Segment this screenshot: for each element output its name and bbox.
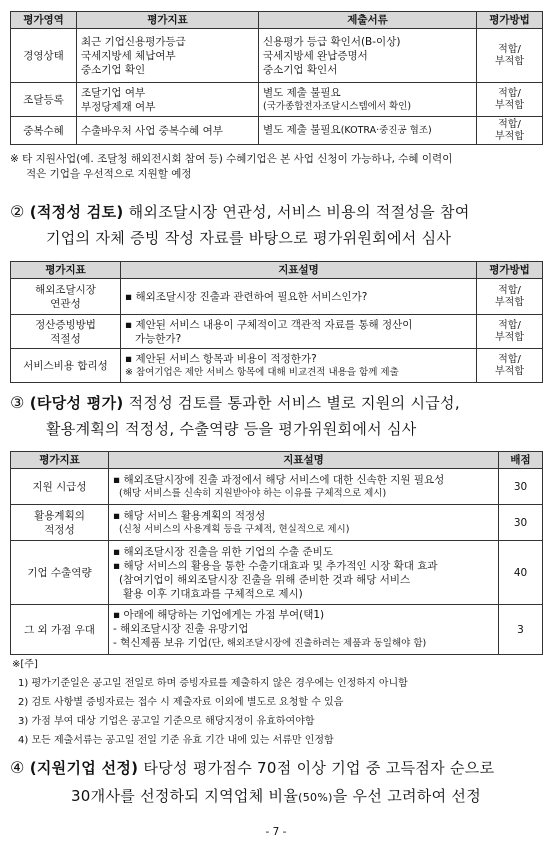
desc-line: ▪ 아래에 해당하는 기업에게는 가점 부여(택1)	[113, 609, 325, 621]
table-row	[11, 117, 543, 145]
table-row	[11, 505, 543, 541]
indicator-cell: 서비스비용 합리성	[11, 349, 121, 383]
score-cell: 30	[499, 469, 543, 505]
desc-line: 가능한가?	[135, 332, 182, 345]
desc-sub: 활용 이후 기대효과를 구체적으로 제시)	[123, 587, 303, 600]
table-row	[11, 349, 543, 383]
method-cell	[477, 279, 543, 315]
indicator-cell	[11, 505, 109, 541]
indicator-line: 부정당제재 여부	[81, 100, 156, 113]
method-cell	[477, 315, 543, 349]
section-2-heading	[10, 199, 542, 251]
section-text: 기업의 자체 증빙 작성 자료를 바탕으로 평가위원회에서 심사	[46, 229, 452, 247]
validity-table	[10, 451, 543, 655]
desc-line: ▪ 해외조달시장 진출을 위한 기업의 수출 준비도	[113, 545, 333, 558]
method-line: 적합/	[498, 87, 521, 99]
table-header-row	[11, 262, 543, 279]
method-cell	[477, 83, 543, 117]
column-header: 지표설명	[121, 262, 477, 279]
indicator-cell: 그 외 가점 우대	[11, 605, 109, 655]
method-cell	[477, 29, 543, 83]
desc-sub: (해당 서비스를 신속히 지원받아야 하는 이유를 구체적으로 제시)	[119, 487, 387, 499]
desc-sub: (단, 해외조달시장에 진출하려는 제품과 동일해야 함)	[207, 638, 427, 649]
desc-sub: (신청 서비스의 사용계획 등을 구체적, 현실적으로 제시)	[119, 523, 350, 535]
desc-cell	[109, 541, 499, 605]
column-header: 평가지표	[11, 262, 121, 279]
footnote-item: 3) 가점 부여 대상 기업은 공고일 기준으로 해당지정이 유효하여야함	[18, 716, 315, 727]
section-4-heading	[10, 754, 542, 812]
indicator-line: 조달기업 여부	[81, 86, 146, 99]
footnote-item: 2) 검토 사항별 증빙자료는 접수 시 제출자료 이외에 별도로 요청할 수 있음	[18, 697, 344, 708]
indicator-line: 적절성	[50, 332, 81, 345]
desc-cell: ▪ 해외조달시장 진출과 관련하여 필요한 서비스인가?	[121, 279, 477, 315]
indicator-cell	[11, 315, 121, 349]
desc-line: ▪ 해당 서비스 활용계획의 적정성	[113, 509, 266, 522]
column-header: 배점	[499, 452, 543, 469]
section-number: ②	[10, 202, 25, 221]
table1-note	[10, 152, 542, 182]
section-text: 을 우선 고려하여 선정	[332, 787, 482, 805]
score-cell: 3	[499, 605, 543, 655]
desc-text: - 혁신제품 보유 기업	[113, 637, 208, 649]
indicator-line: 해외조달시장	[35, 283, 96, 296]
method-line: 부적합	[495, 99, 524, 111]
desc-sub: (참여기업이 해외조달시장 진출을 위해 준비한 것과 해당 서비스	[119, 573, 411, 586]
section-title: (적정성 검토)	[29, 203, 124, 221]
method-line: 적합/	[498, 43, 521, 55]
area-cell: 경영상태	[11, 29, 77, 83]
column-header: 제출서류	[259, 12, 477, 29]
desc-note: ※ 참여기업은 제안 서비스 항목에 대해 비교견적 내용을 함께 제출	[125, 366, 399, 378]
desc-cell	[109, 605, 499, 655]
column-header: 평가지표	[11, 452, 109, 469]
method-line: 적합/	[498, 118, 521, 130]
doc-subline: (KOTRA·중진공 협조)	[340, 125, 432, 136]
section-title: (지원기업 선정)	[29, 759, 139, 777]
desc-line: - 해외조달시장 진출 유망기업	[113, 623, 249, 635]
desc-line: ▪ 제안된 서비스 항목과 비용이 적정한가?	[125, 352, 317, 365]
footnote-item: 4) 모든 제출서류는 공고일 전일 기준 유효 기간 내에 있는 서류만 인정함	[18, 735, 334, 746]
method-line: 부적합	[495, 55, 524, 67]
section-text: 30개사를 선정하되 지역업체 비율	[70, 787, 299, 805]
table-header-row	[11, 452, 543, 469]
doc-line: 신용평가 등급 확인서(B-이상)	[263, 35, 401, 48]
area-cell: 조달등록	[11, 83, 77, 117]
section-number: ④	[10, 758, 25, 777]
indicator-cell: 수출바우처 사업 중복수혜 여부	[77, 117, 259, 145]
method-line: 부적합	[495, 296, 524, 308]
section-number: ③	[10, 393, 25, 412]
eligibility-table	[10, 11, 543, 145]
section-text: 적정성 검토를 통과한 서비스 별로 지원의 시급성,	[128, 394, 460, 412]
indicator-line: 정산증빙방법	[35, 318, 96, 331]
method-line: 적합/	[498, 284, 521, 296]
footnote-item: 1) 평가기준일은 공고일 전일로 하며 증빙자료를 제출하지 않은 경우에는 인정하지 아니함	[18, 678, 408, 689]
table-row	[11, 83, 543, 117]
desc-line: ▪ 제안된 서비스 내용이 구체적이고 객관적 자료를 통해 정산이	[125, 318, 413, 331]
indicator-cell: 지원 시급성	[11, 469, 109, 505]
indicator-cell: 기업 수출역량	[11, 541, 109, 605]
doc-line: 별도 제출 불필요	[263, 124, 341, 136]
score-cell: 30	[499, 505, 543, 541]
indicator-cell	[11, 279, 121, 315]
table-row	[11, 541, 543, 605]
column-header: 평가지표	[77, 12, 259, 29]
table-row	[11, 469, 543, 505]
area-cell: 중복수혜	[11, 117, 77, 145]
indicator-line: 활용계획의	[34, 509, 85, 522]
score-cell: 40	[499, 541, 543, 605]
section-text-line	[10, 782, 542, 812]
desc-line: ▪ 해당 서비스의 활용을 통한 수출기대효과 및 추가적인 시장 확대 효과	[113, 559, 438, 572]
method-cell	[477, 117, 543, 145]
docs-cell	[259, 29, 477, 83]
footnotes	[12, 655, 542, 750]
column-header: 평가방법	[477, 262, 543, 279]
column-header: 지표설명	[109, 452, 499, 469]
table-header-row	[11, 12, 543, 29]
doc-subline: (국가종합전자조달시스템에서 확인)	[263, 100, 412, 112]
indicator-line: 적정성	[44, 523, 75, 536]
page-number: - 7 -	[265, 826, 287, 838]
desc-cell	[109, 505, 499, 541]
indicator-line: 연관성	[50, 297, 81, 310]
desc-line: ▪ 해외조달시장에 진출 과정에서 해당 서비스에 대한 신속한 지원 필요성	[113, 473, 445, 486]
desc-line	[113, 636, 494, 651]
section-text: 해외조달시장 연관성, 서비스 비용의 적절성을 참여	[128, 203, 470, 221]
section-title: (타당성 평가)	[29, 394, 124, 412]
note-line: 적은 기업을 우선적으로 지원할 예정	[26, 168, 192, 180]
desc-cell	[121, 349, 477, 383]
desc-cell	[109, 469, 499, 505]
desc-cell	[121, 315, 477, 349]
footnote-heading: ※[주]	[12, 659, 38, 670]
indicator-line: 중소기업 확인	[81, 63, 146, 76]
indicator-line: 최근 기업신용평가등급	[81, 35, 186, 48]
column-header: 평가영역	[11, 12, 77, 29]
section-3-heading	[10, 390, 542, 442]
indicator-line: 국세지방세 체납여부	[81, 49, 176, 62]
indicator-cell	[77, 29, 259, 83]
section-text: 활용계획의 적정성, 수출역량 등을 평가위원회에서 심사	[46, 420, 417, 438]
appropriateness-table	[10, 261, 543, 383]
method-line: 부적합	[495, 365, 524, 377]
table-row	[11, 315, 543, 349]
doc-line: 중소기업 확인서	[263, 63, 338, 76]
table-row	[11, 29, 543, 83]
table-row	[11, 605, 543, 655]
docs-cell	[259, 83, 477, 117]
method-line: 부적합	[495, 130, 524, 142]
table-row	[11, 279, 543, 315]
section-text-small: (50%)	[298, 791, 333, 804]
doc-line: 국세지방세 완납증명서	[263, 49, 368, 62]
indicator-cell	[77, 83, 259, 117]
column-header: 평가방법	[477, 12, 543, 29]
section-text: 타당성 평가점수 70점 이상 기업 중 고득점자 순으로	[143, 759, 495, 777]
method-line: 적합/	[498, 319, 521, 331]
note-line: ※ 타 지원사업(예. 조달청 해외전시회 참여 등) 수혜기업은 본 사업 신청이 가능하나, 수혜 이력이	[10, 153, 453, 165]
method-cell	[477, 349, 543, 383]
doc-line: 별도 제출 불필요	[263, 86, 341, 99]
method-line: 부적합	[495, 331, 524, 343]
docs-cell	[259, 117, 477, 145]
method-line: 적합/	[498, 353, 521, 365]
